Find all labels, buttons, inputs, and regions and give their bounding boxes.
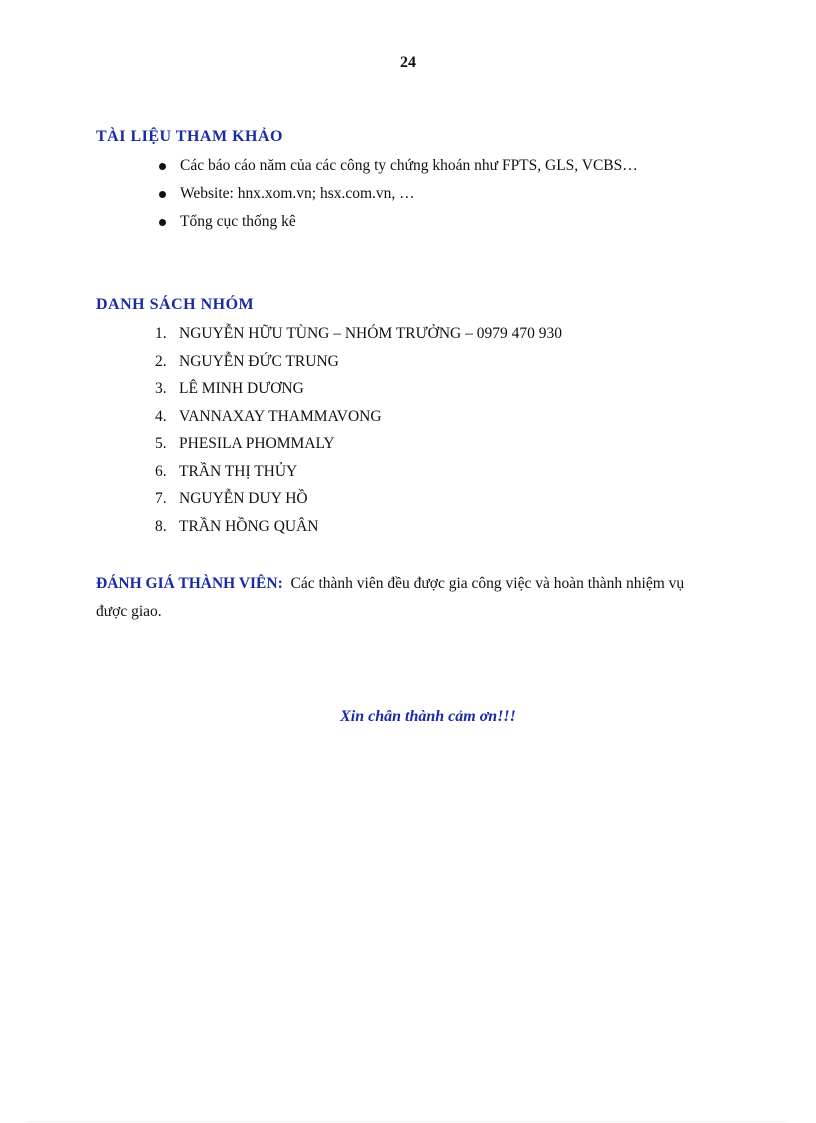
list-item: [155, 430, 562, 458]
list-number: 7.: [155, 490, 167, 507]
evaluation-paragraph: [96, 570, 696, 626]
closing-thanks: Xin chân thành cảm ơn!!!: [340, 708, 516, 725]
group-heading: DANH SÁCH NHÓM: [96, 296, 255, 313]
list-item: [156, 152, 638, 180]
page-number: 24: [400, 54, 416, 71]
member-list: [155, 320, 562, 540]
list-number: 3.: [155, 380, 167, 397]
member-name: NGUYỄN HỮU TÙNG – NHÓM TRƯỞNG – 0979 470 930: [179, 325, 562, 342]
reference-text: Các báo cáo năm của các công ty chứng khoán như FPTS, GLS, VCBS…: [180, 157, 638, 174]
list-item: [155, 375, 562, 403]
bullet-icon: [159, 163, 166, 170]
references-heading: TÀI LIỆU THAM KHẢO: [96, 128, 283, 145]
member-name: NGUYỄN DUY HỒ: [179, 490, 308, 507]
member-name: PHESILA PHOMMALY: [179, 435, 335, 452]
list-item: [155, 485, 562, 513]
member-name: LÊ MINH DƯƠNG: [179, 380, 304, 397]
list-number: 5.: [155, 435, 167, 452]
member-name: VANNAXAY THAMMAVONG: [179, 407, 382, 425]
list-number: 4.: [155, 407, 167, 425]
reference-text: Tổng cục thống kê: [180, 213, 296, 230]
evaluation-label: ĐÁNH GIÁ THÀNH VIÊN:: [96, 575, 283, 592]
reference-text: Website: hnx.xom.vn; hsx.com.vn, …: [180, 185, 415, 202]
list-item: [155, 320, 562, 348]
list-item: [156, 180, 638, 208]
bullet-icon: [159, 191, 166, 198]
page-bottom-border: [28, 1121, 788, 1122]
list-item: [155, 513, 562, 541]
member-name: TRẦN HỒNG QUÂN: [179, 517, 319, 535]
list-item: [155, 458, 562, 486]
list-item: [156, 208, 638, 236]
references-list: [156, 152, 638, 236]
member-name: NGUYỄN ĐỨC TRUNG: [179, 352, 339, 370]
evaluation-text: Các thành viên đều được gia công việc và hoàn thành nhiệm vụ được giao.: [96, 575, 685, 620]
list-number: 2.: [155, 352, 167, 370]
list-number: 1.: [155, 325, 167, 342]
list-item: [155, 348, 562, 376]
list-item: [155, 403, 562, 431]
list-number: 8.: [155, 517, 167, 535]
member-name: TRẦN THỊ THỦY: [179, 462, 298, 480]
bullet-icon: [159, 219, 166, 226]
list-number: 6.: [155, 462, 167, 480]
